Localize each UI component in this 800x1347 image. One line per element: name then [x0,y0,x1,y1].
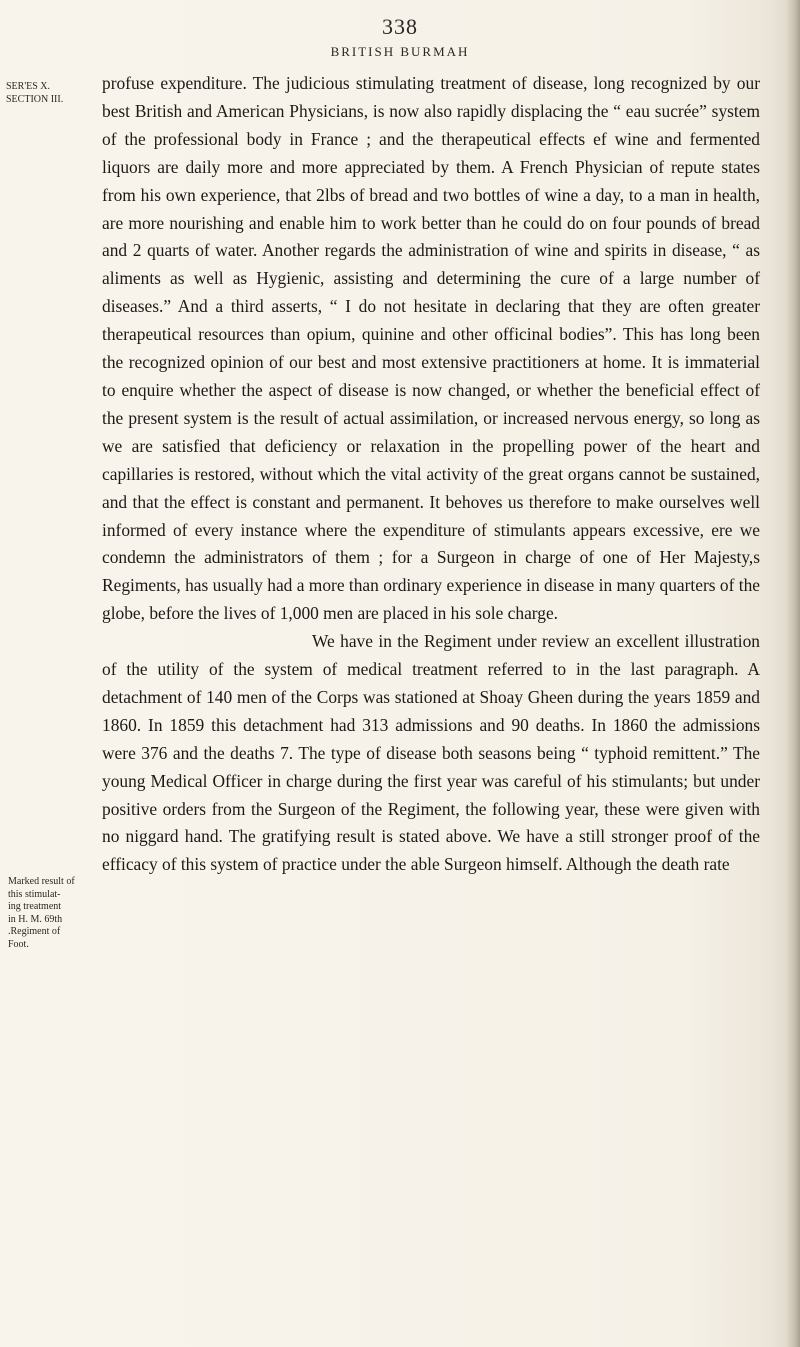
margin-note-line: Marked result of [8,876,75,887]
section-label: SECTION III. [6,94,64,105]
running-head: BRITISH BURMAH [330,44,470,59]
margin-note-line: Foot. [8,938,29,950]
paragraph-continued: profuse expenditure. The judicious stimulating treatment of disease, long recognized by our best British and American Physicians, is now also rapidly displacing the “ eau sucrée” system of the professional body in France ; and the therapeutical effects ef wine and fermented liquors are daily more and more appreciated by them. A French Physician of repute states from his own experience, that 2lbs of bread and two bottles of wine a day, to a man in health, are more nourishing and enable him to work better than he could do on four pounds of bread and 2 quarts of water. Another regards the administration of wine and spirits in disease, “ as aliments as well as Hygienic, assisting and determining the cure of a large number of diseases.” And a third asserts, “ I do not hesitate in declaring that they are often greater therapeutical resources than opium, quinine and other officinal bodies”. This has long been the recognized opinion of our best and most extensive practitioners at home. It is immaterial to enquire whether the aspect of disease is now changed, or whether the beneficial effect of the present system is the result of actual assimilation, or increased nervous energy, so long as we are satisfied that deficiency or relaxation in the propelling power of the heart and capillaries is restored, without which the vital activity of the great organs cannot be sustained, and that the effect is constant and permanent. It behoves us therefore to make ourselves well informed of every instance where the expenditure of stimulants appears excessive, ere we condemn the administrators of them ; for a Surgeon in charge of one of Her Majesty,s Regiments, has usually had a more than ordinary experience in disease in many quarters of the globe, before the lives of 1,000 men are placed in his sole charge. [102,73,760,624]
page-number: 338 [382,14,418,39]
margin-note-line: this stimulat- [8,888,61,900]
margin-note [8,876,98,951]
paragraph-illustration: We have in the Regiment under review an excellent illustration of the utility of the system of medical treatment referred to in the last paragraph. A detachment of 140 men of the Corps was stationed at Shoay Gheen during the years 1859 and 1860. In 1859 this detachment had 313 admissions and 90 deaths. In 1860 the admissions were 376 and the deaths 7. The type of disease both seasons being “ typhoid remittent.” The young Medical Officer in charge during the first year was careful of his stimulants; but under positive orders from the Surgeon of the Regiment, the following year, these were given with no niggard hand. The gratifying result is stated above. We have a still stronger proof of the efficacy of this system of practice under the able Surgeon himself. Although the death rate [102,631,760,875]
series-label: SER'ES X. [6,81,51,92]
margin-note-line: .Regiment of [8,926,61,937]
margin-note-line: ing treatment [8,901,62,912]
margin-note-line: in H. M. 69th [8,913,63,925]
main-text [102,70,760,879]
page-edge-shadow [786,0,800,1347]
series-section-note [6,80,88,106]
